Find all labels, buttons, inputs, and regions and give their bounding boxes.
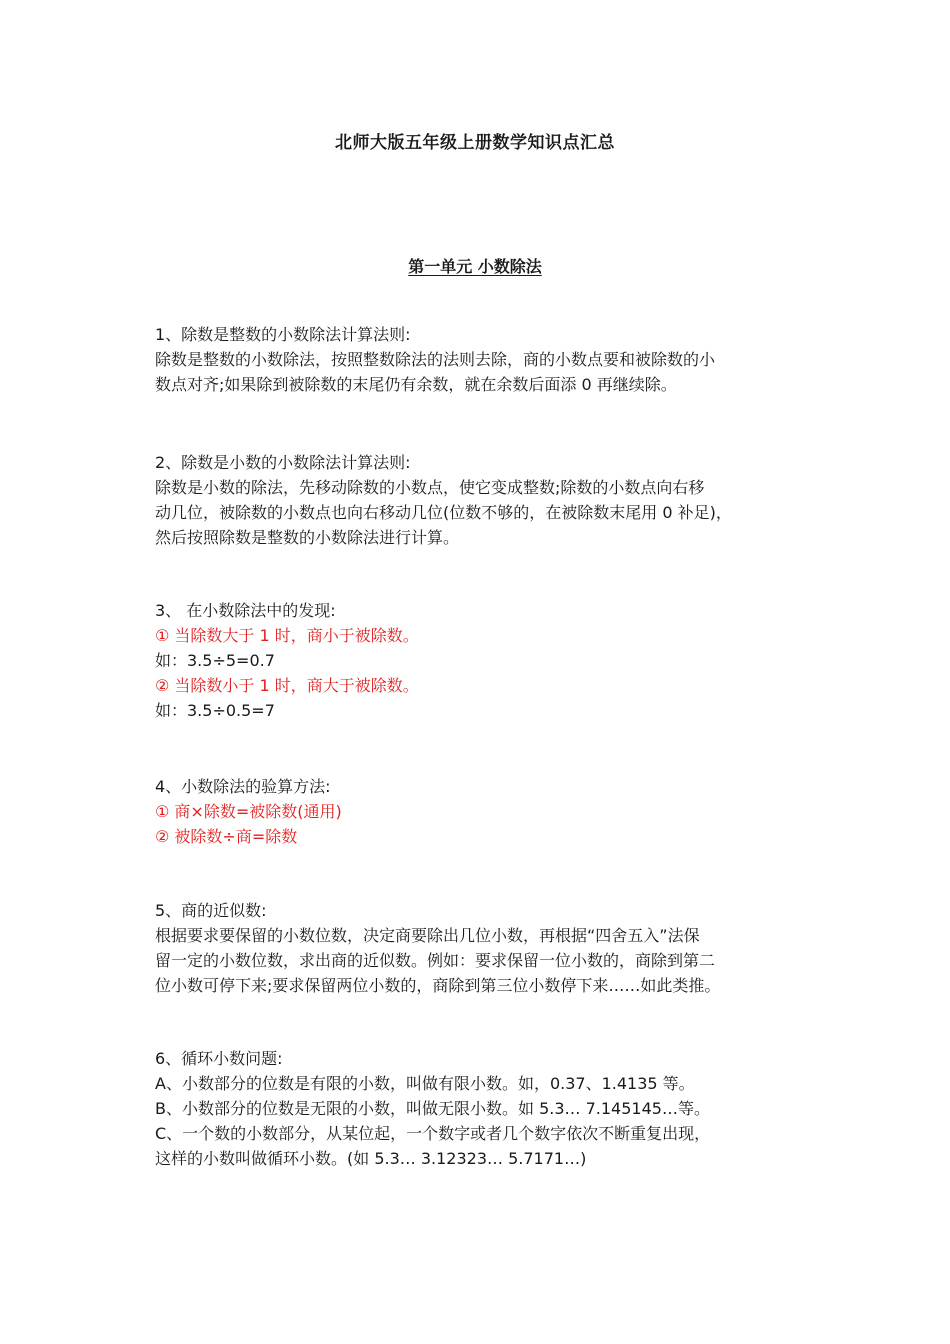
section-2 (155, 450, 805, 550)
unit-title (0, 254, 950, 277)
unit-title-text: 第一单元 小数除法 (408, 257, 542, 276)
section-5 (155, 898, 805, 998)
section-5-line: 位小数可停下来;要求保留两位小数的，商除到第三位小数停下来……如此类推。 (155, 976, 721, 995)
section-3-heading: 3、 在小数除法中的发现: (155, 601, 336, 620)
section-2-heading: 2、除数是小数的小数除法计算法则: (155, 453, 411, 472)
section-2-line: 然后按照除数是整数的小数除法进行计算。 (155, 528, 460, 547)
section-3 (155, 598, 805, 723)
verification-method-1: ① 商×除数=被除数(通用) (155, 802, 342, 821)
section-1-line: 除数是整数的小数除法，按照整数除法的法则去除，商的小数点要和被除数的小 (155, 350, 716, 369)
verification-method-2: ② 被除数÷商=除数 (155, 827, 298, 846)
rule-divisor-less-than-one: ② 当除数小于 1 时，商大于被除数。 (155, 676, 419, 695)
section-4 (155, 774, 805, 849)
section-5-line: 根据要求要保留的小数位数，决定商要除出几位小数，再根据“四舍五入”法保 (155, 926, 700, 945)
section-6-line: B、小数部分的位数是无限的小数，叫做无限小数。如 5.3… 7.145145…等。 (155, 1099, 710, 1118)
section-1-line: 数点对齐;如果除到被除数的末尾仍有余数，就在余数后面添 0 再继续除。 (155, 375, 677, 394)
rule-divisor-greater-than-one: ① 当除数大于 1 时，商小于被除数。 (155, 626, 419, 645)
section-6 (155, 1046, 805, 1171)
section-5-line: 留一定的小数位数，求出商的近似数。例如：要求保留一位小数的，商除到第二 (155, 951, 716, 970)
document-title: 北师大版五年级上册数学知识点汇总 (335, 133, 615, 153)
section-4-heading: 4、小数除法的验算方法: (155, 777, 331, 796)
section-2-line: 除数是小数的除法，先移动除数的小数点，使它变成整数;除数的小数点向右移 (155, 478, 705, 497)
section-2-line: 动几位，被除数的小数点也向右移动几位(位数不够的，在被除数末尾用 0 补足)， (155, 503, 732, 522)
example-2: 如：3.5÷0.5=7 (155, 701, 275, 720)
section-1 (155, 322, 805, 397)
section-5-heading: 5、商的近似数: (155, 901, 267, 920)
section-1-heading: 1、除数是整数的小数除法计算法则: (155, 325, 411, 344)
section-6-line: 这样的小数叫做循环小数。(如 5.3… 3.12323… 5.7171…) (155, 1149, 587, 1168)
section-6-heading: 6、循环小数问题: (155, 1049, 283, 1068)
section-6-line: A、小数部分的位数是有限的小数，叫做有限小数。如，0.37、1.4135 等。 (155, 1074, 695, 1093)
example-1: 如：3.5÷5=0.7 (155, 651, 275, 670)
section-6-line: C、一个数的小数部分，从某位起，一个数字或者几个数字依次不断重复出现， (155, 1124, 711, 1143)
